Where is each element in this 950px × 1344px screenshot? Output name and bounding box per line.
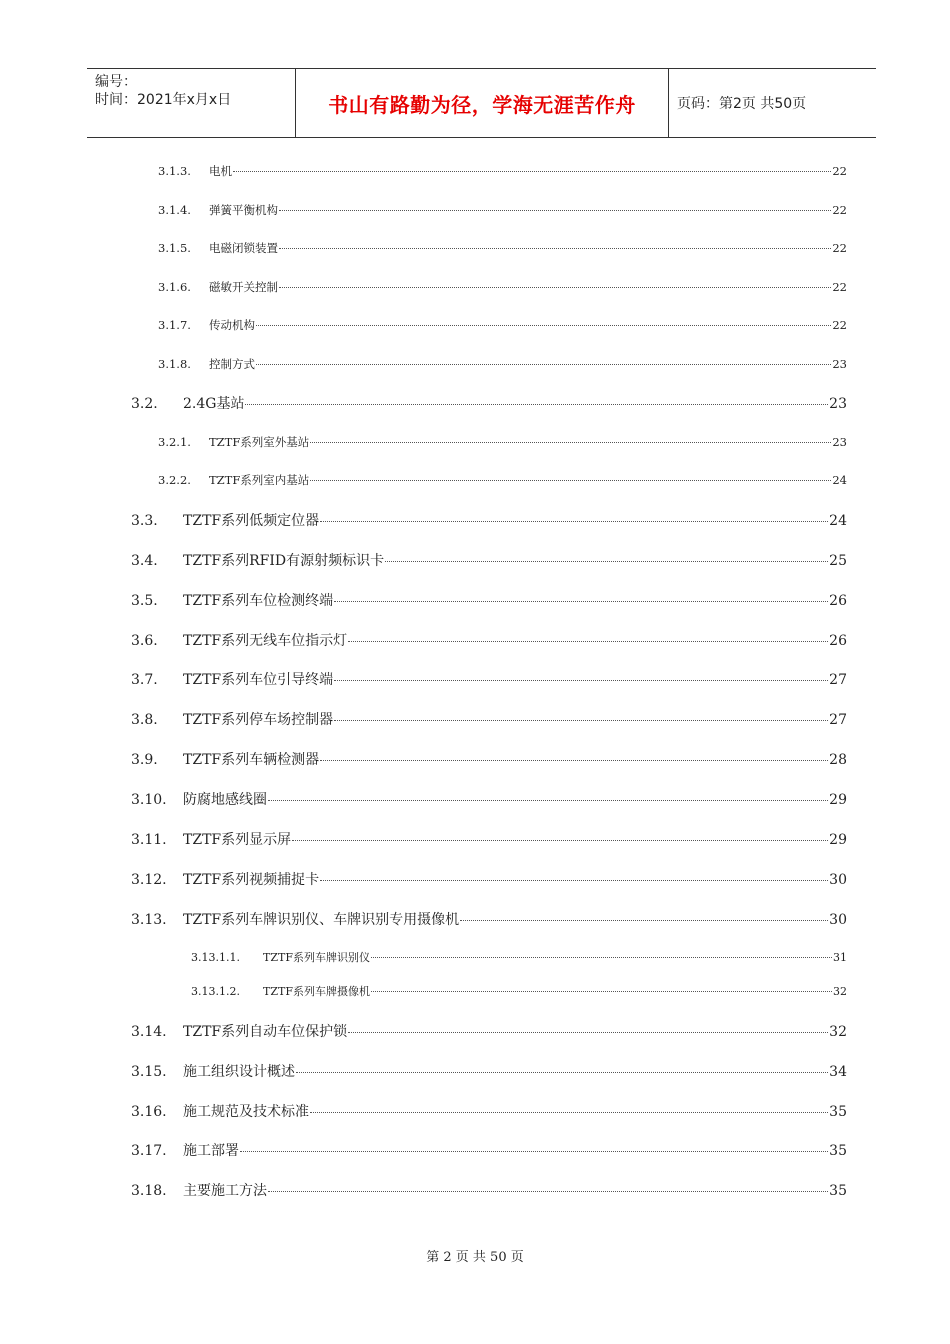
toc-leader-dots	[310, 1112, 828, 1113]
toc-leader-dots	[233, 171, 831, 172]
toc-entry[interactable]	[131, 709, 847, 729]
toc-entry-page: 27	[829, 672, 847, 688]
toc-entry-title: 施工部署	[183, 1143, 239, 1159]
toc-leader-dots	[310, 442, 831, 443]
toc-entry-page: 22	[832, 318, 847, 332]
toc-entry[interactable]	[131, 909, 847, 929]
toc-entry-number: 3.2.1.	[158, 435, 191, 449]
toc-entry[interactable]	[158, 472, 847, 488]
toc-entry-title: TZTF系列车牌识别仪、车牌识别专用摄像机	[183, 912, 460, 928]
toc-leader-dots	[292, 840, 828, 841]
toc-entry[interactable]	[131, 590, 847, 610]
toc-entry-page: 29	[829, 792, 847, 808]
toc-entry[interactable]	[158, 434, 847, 450]
toc-entry-title: 控制方式	[209, 357, 255, 371]
toc-entry-number: 3.13.	[131, 912, 167, 928]
toc-entry-page: 30	[829, 912, 847, 928]
header-page-info: 页码：第2页 共50页	[677, 96, 807, 112]
toc-entry-number: 3.18.	[131, 1183, 167, 1199]
toc-entry[interactable]	[131, 1180, 847, 1200]
toc-entry-page: 29	[829, 832, 847, 848]
toc-entry-title: TZTF系列室外基站	[209, 435, 310, 449]
toc-entry-page: 26	[829, 593, 847, 609]
toc-entry-title: TZTF系列车辆检测器	[183, 752, 320, 768]
toc-leader-dots	[320, 760, 828, 761]
toc-entry-page: 32	[833, 985, 847, 998]
toc-entry-title: 2.4G基站	[183, 396, 245, 412]
toc-leader-dots	[348, 641, 828, 642]
toc-entry-title: TZTF系列RFID有源射频标识卡	[183, 553, 385, 569]
toc-leader-dots	[320, 880, 828, 881]
toc-leader-dots	[256, 325, 831, 326]
toc-leader-dots	[256, 364, 831, 365]
toc-entry[interactable]	[191, 983, 847, 999]
toc-entry-number: 3.1.6.	[158, 280, 191, 294]
toc-entry-number: 3.2.	[131, 396, 158, 412]
toc-leader-dots	[334, 720, 828, 721]
toc-entry-number: 3.6.	[131, 633, 158, 649]
toc-leader-dots	[310, 480, 831, 481]
toc-entry-number: 3.5.	[131, 593, 158, 609]
toc-entry-number: 3.17.	[131, 1143, 167, 1159]
toc-entry[interactable]	[131, 869, 847, 889]
toc-leader-dots	[240, 1151, 828, 1152]
toc-entry-page: 30	[829, 872, 847, 888]
toc-entry[interactable]	[131, 789, 847, 809]
toc-entry-page: 26	[829, 633, 847, 649]
toc-entry[interactable]	[131, 1061, 847, 1081]
toc-entry[interactable]	[158, 279, 847, 295]
toc-entry[interactable]	[158, 317, 847, 333]
toc-entry-number: 3.7.	[131, 672, 158, 688]
toc-entry-number: 3.1.5.	[158, 241, 191, 255]
toc-entry-number: 3.9.	[131, 752, 158, 768]
toc-entry[interactable]	[131, 749, 847, 769]
toc-entry-page: 22	[832, 280, 847, 294]
toc-entry-title: TZTF系列室内基站	[209, 473, 310, 487]
toc-entry-title: 传动机构	[209, 318, 255, 332]
toc-entry[interactable]	[191, 949, 847, 965]
toc-leader-dots	[385, 561, 828, 562]
toc-entry-title: 电机	[209, 164, 232, 178]
toc-entry-page: 22	[832, 241, 847, 255]
toc-entry-title: 弹簧平衡机构	[209, 203, 278, 217]
toc-entry-title: 防腐地感线圈	[183, 792, 267, 808]
toc-entry-title: 磁敏开关控制	[209, 280, 278, 294]
toc-entry-page: 22	[832, 203, 847, 217]
toc-entry-page: 24	[832, 473, 847, 487]
toc-leader-dots	[371, 991, 832, 992]
toc-entry-page: 32	[829, 1024, 847, 1040]
toc-entry-page: 27	[829, 712, 847, 728]
page-footer: 第 2 页 共 50 页	[426, 1250, 524, 1265]
toc-entry-title: 施工规范及技术标准	[183, 1104, 309, 1120]
toc-leader-dots	[268, 800, 828, 801]
toc-entry-title: TZTF系列显示屏	[183, 832, 292, 848]
toc-entry-title: 施工组织设计概述	[183, 1064, 295, 1080]
toc-entry[interactable]	[131, 669, 847, 689]
toc-leader-dots	[460, 920, 828, 921]
toc-entry-page: 23	[832, 435, 847, 449]
toc-entry-number: 3.15.	[131, 1064, 167, 1080]
toc-entry[interactable]	[158, 163, 847, 179]
toc-entry-title: TZTF系列车位引导终端	[183, 672, 334, 688]
toc-entry-page: 24	[829, 513, 847, 529]
toc-entry[interactable]	[131, 393, 847, 413]
toc-entry[interactable]	[131, 550, 847, 570]
toc-entry-title: TZTF系列车牌摄像机	[263, 985, 370, 998]
toc-entry[interactable]	[131, 510, 847, 530]
toc-entry[interactable]	[158, 240, 847, 256]
toc-leader-dots	[245, 404, 828, 405]
toc-leader-dots	[334, 601, 828, 602]
toc-entry-page: 35	[829, 1143, 847, 1159]
toc-entry-page: 28	[829, 752, 847, 768]
toc-entry[interactable]	[131, 1101, 847, 1121]
toc-entry-page: 35	[829, 1104, 847, 1120]
toc-entry[interactable]	[158, 356, 847, 372]
toc-entry[interactable]	[131, 630, 847, 650]
toc-entry-number: 3.12.	[131, 872, 167, 888]
toc-entry-page: 31	[833, 951, 847, 964]
toc-entry-title: TZTF系列车牌识别仪	[263, 951, 370, 964]
toc-leader-dots	[320, 521, 828, 522]
toc-entry-title: TZTF系列自动车位保护锁	[183, 1024, 348, 1040]
toc-leader-dots	[348, 1032, 828, 1033]
toc-entry-title: TZTF系列视频捕捉卡	[183, 872, 320, 888]
toc-entry-title: TZTF系列车位检测终端	[183, 593, 334, 609]
toc-leader-dots	[296, 1072, 828, 1073]
toc-entry-title: TZTF系列低频定位器	[183, 513, 320, 529]
toc-entry[interactable]	[131, 829, 847, 849]
toc-entry-number: 3.16.	[131, 1104, 167, 1120]
toc-entry-number: 3.4.	[131, 553, 158, 569]
toc-entry-page: 25	[829, 553, 847, 569]
toc-entry[interactable]	[131, 1021, 847, 1041]
toc-entry-page: 35	[829, 1183, 847, 1199]
toc-entry-number: 3.1.8.	[158, 357, 191, 371]
toc-entry[interactable]	[158, 202, 847, 218]
toc-leader-dots	[279, 248, 831, 249]
toc-entry-number: 3.3.	[131, 513, 158, 529]
toc-entry-page: 23	[829, 396, 847, 412]
header-meta	[87, 69, 296, 137]
toc-entry-title: TZTF系列无线车位指示灯	[183, 633, 348, 649]
toc-entry-number: 3.13.1.2.	[191, 985, 240, 998]
toc-entry[interactable]	[131, 1140, 847, 1160]
toc-entry-title: 主要施工方法	[183, 1183, 267, 1199]
toc-leader-dots	[268, 1191, 828, 1192]
header-motto: 书山有路勤为径，学海无涯苦作舟	[296, 69, 669, 137]
toc-entry-number: 3.1.3.	[158, 164, 191, 178]
toc-entry-number: 3.1.4.	[158, 203, 191, 217]
toc-entry-page: 22	[832, 164, 847, 178]
toc-entry-page: 34	[829, 1064, 847, 1080]
toc-entry-page: 23	[832, 357, 847, 371]
toc-entry-number: 3.2.2.	[158, 473, 191, 487]
toc-entry-title: TZTF系列停车场控制器	[183, 712, 334, 728]
toc-leader-dots	[371, 957, 832, 958]
toc-leader-dots	[279, 287, 831, 288]
date-label: 时间：2021年x月x日	[95, 92, 232, 108]
toc-entry-number: 3.13.1.1.	[191, 951, 240, 964]
toc-entry-number: 3.14.	[131, 1024, 167, 1040]
page-header	[87, 68, 876, 138]
toc-entry-title: 电磁闭锁装置	[209, 241, 278, 255]
toc-entry-number: 3.8.	[131, 712, 158, 728]
toc-entry-number: 3.1.7.	[158, 318, 191, 332]
toc-leader-dots	[334, 680, 828, 681]
toc-entry-number: 3.10.	[131, 792, 167, 808]
toc-leader-dots	[279, 210, 831, 211]
doc-number-label: 编号：	[95, 74, 137, 90]
toc-entry-number: 3.11.	[131, 832, 167, 848]
